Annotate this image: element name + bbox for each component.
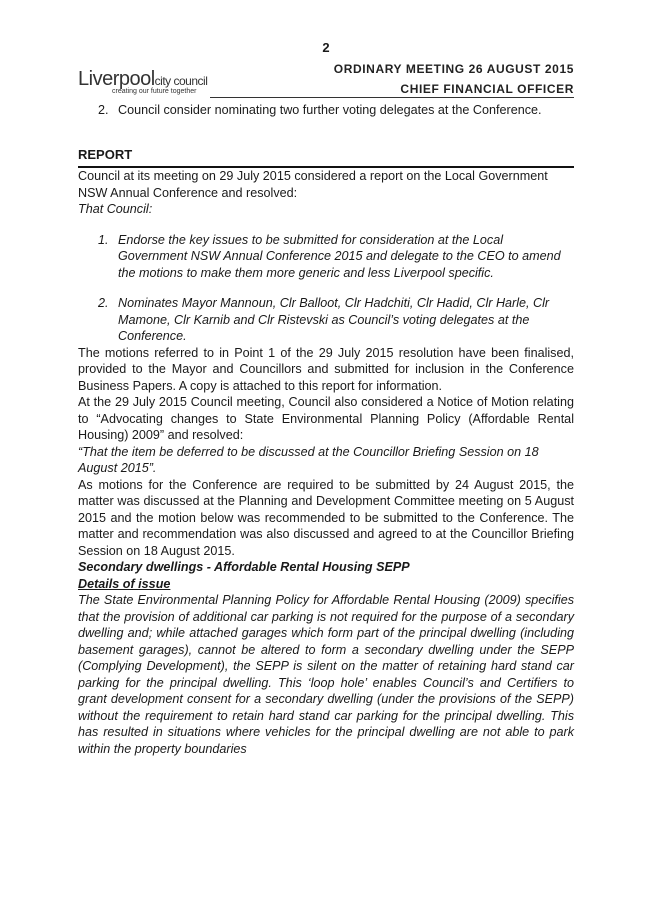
details-text: The State Environmental Planning Policy for Affordable Rental Housing (2009) specifies that the provision of additional car parking is not required for the purpose of a secondary dwelling and; while attached garages which form part of the principal dwelling (including basement garages), cannot be altered to form a secondary dwelling under the SEPP (Complying Development), the SEPP is silent on the matter of retaining hard stand car parking for the principal dwelling. This ‘loop hole’ enables Council’s and Certifiers to grant development consent for a secondary dwelling (under the provisions of the SEPP) without the requirement to retain hard stand car parking for the principal dwelling. This has resulted in situations where vehicles for the principal dwelling are not able to park within the property boundaries [78, 593, 574, 756]
resolution-item [98, 232, 574, 282]
meeting-title: ORDINARY MEETING 26 AUGUST 2015 [333, 62, 574, 76]
document-body [78, 102, 574, 757]
council-logo [78, 68, 207, 95]
logo-tagline: creating our future together [112, 88, 197, 95]
motion-title: Secondary dwellings - Affordable Rental Housing SEPP [78, 560, 410, 574]
resolution-number: 2. [98, 296, 109, 310]
logo-small-text: city council [154, 74, 208, 88]
recommendation-item [98, 102, 574, 119]
page-number: 2 [322, 40, 330, 55]
header-divider [210, 97, 574, 98]
intro-paragraph: Council at its meeting on 29 July 2015 considered a report on the Local Government NSW Annual Conference and resolved: [78, 169, 548, 200]
recommendation-number: 2. [98, 103, 109, 117]
resolution-text: Nominates Mayor Mannoun, Clr Balloot, Clr Hadchiti, Clr Hadid, Clr Harle, Clr Mamone, Clr Karnib and Clr Ristevski as Council’s voting delegates at the Conference. [118, 296, 550, 343]
recommendation-text: Council consider nominating two further voting delegates at the Conference. [118, 103, 542, 117]
resolution-list [98, 232, 574, 345]
that-council-label: That Council: [78, 202, 153, 216]
resolution-text: Endorse the key issues to be submitted for consideration at the Local Government NSW Annual Conference 2015 and delegate to the CEO to amend the motions to make them more generic and less Liverpool specific. [118, 232, 561, 280]
submission-paragraph: As motions for the Conference are required to be submitted by 24 August 2015, the matter was discussed at the Planning and Development Committee meeting on 5 August 2015 and the motion below was recommended to be submitted to the Conference. The matter and recommendation was also discussed and agreed to at the Councillor Briefing Session on 18 August 2015. [78, 477, 574, 558]
details-heading: Details of issue [78, 576, 171, 591]
deferral-quote: “That the item be deferred to be discussed at the Councillor Briefing Session on 18 August 2015”. [78, 444, 539, 475]
motions-paragraph: The motions referred to in Point 1 of the 29 July 2015 resolution have been finalised, provided to the Mayor and Councillors and submitted for inclusion in the Conference Business Papers. A copy is attached to this report for information. [78, 345, 574, 393]
logo-main-text: Liverpool [78, 68, 155, 90]
notice-paragraph: At the 29 July 2015 Council meeting, Council also considered a Notice of Motion relating to “Advocating changes to State Environmental Planning Policy (Affordable Rental Housing) 2009” and resolved: [78, 395, 574, 442]
report-heading: REPORT [78, 147, 574, 169]
officer-title: CHIEF FINANCIAL OFFICER [400, 82, 574, 96]
resolution-item [98, 295, 574, 345]
resolution-number: 1. [98, 232, 109, 247]
